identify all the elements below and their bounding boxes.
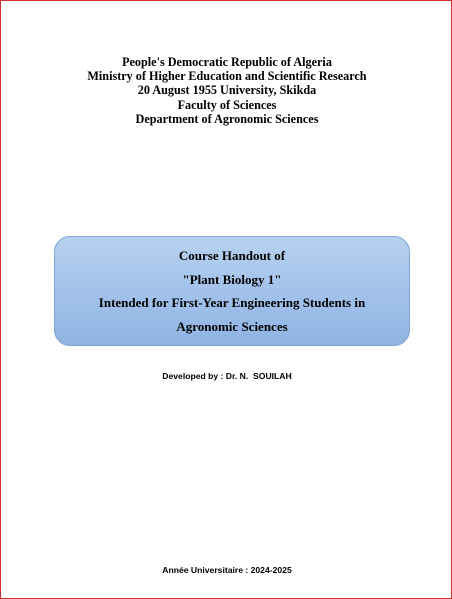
title-line-audience: Intended for First-Year Engineering Students in [98,295,366,310]
title-line-course-name: "Plant Biology 1" [182,271,282,287]
title-line-field: Agronomic Sciences [176,318,288,334]
faculty-name: Faculty of Sciences [177,97,277,112]
country-name: People's Democratic Republic of Algeria [122,55,332,69]
institution-header [1,55,452,126]
ministry-name: Ministry of Higher Education and Scientific Research [87,69,367,84]
department-name: Department of Agronomic Sciences [135,111,319,126]
university-name: 20 August 1955 University, Skikda [137,83,317,98]
developer-credit: Developed by : Dr. N. SOUILAH [162,371,292,381]
title-line-handout: Course Handout of [178,248,286,263]
course-title-box [54,236,410,346]
academic-year: Année Universitaire : 2024-2025 [162,565,292,575]
